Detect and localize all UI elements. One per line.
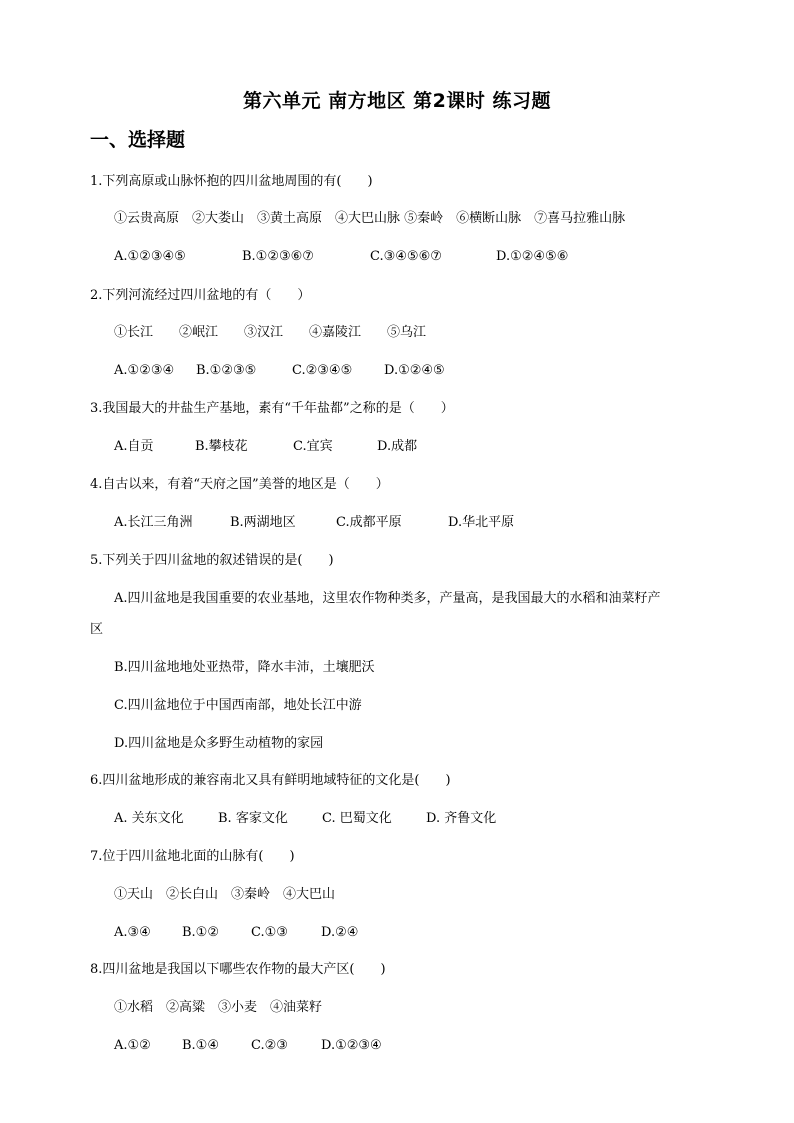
question-8-stem: 8.四川盆地是我国以下哪些农作物的最大产区( ) <box>90 962 386 977</box>
question-1-options <box>114 248 568 266</box>
option-b: B.攀枝花 <box>195 439 248 454</box>
question-6-options <box>114 810 496 828</box>
option-c: C.②③④⑤ <box>292 363 353 378</box>
option-b: B.①②③⑤ <box>196 363 257 378</box>
option-c: C. 巴蜀文化 <box>322 811 392 826</box>
question-2-options <box>114 362 445 380</box>
question-5-option-d: D.四川盆地是众多野生动植物的家园 <box>114 736 324 751</box>
question-5-option-a: A.四川盆地是我国重要的农业基地，这里农作物种类多，产量高，是我国最大的水稻和油菜籽产 <box>114 591 661 606</box>
option-c: C.③④⑤⑥⑦ <box>370 249 442 264</box>
question-6-stem: 6.四川盆地形成的兼容南北又具有鲜明地域特征的文化是( ) <box>90 773 451 788</box>
option-b: B.①②③⑥⑦ <box>242 249 314 264</box>
option-b: B.①② <box>182 925 219 940</box>
question-7-options <box>114 924 358 942</box>
option-d: D.①②③④ <box>321 1038 382 1053</box>
question-3-stem: 3.我国最大的井盐生产基地，素有“千年盐都”之称的是（ ） <box>90 401 454 416</box>
option-d: D.②④ <box>321 925 359 940</box>
option-b: B.两湖地区 <box>230 515 296 530</box>
question-2-items: ①长江 ②岷江 ③汉江 ④嘉陵江 ⑤乌江 <box>114 325 427 340</box>
page-title: 第六单元 南方地区 第2课时 练习题 <box>242 90 552 112</box>
option-c: C.成都平原 <box>336 515 402 530</box>
option-a: A.①② <box>114 1038 151 1053</box>
question-7-items: ①天山 ②长白山 ③秦岭 ④大巴山 <box>114 887 336 902</box>
option-d: D.①②④⑤ <box>384 363 445 378</box>
option-b: B.①④ <box>182 1038 219 1053</box>
option-a: A. 关东文化 <box>114 811 184 826</box>
question-7-stem: 7.位于四川盆地北面的山脉有( ) <box>90 849 295 864</box>
question-3-options <box>114 438 417 456</box>
question-8-options <box>114 1037 382 1055</box>
option-d: D.成都 <box>377 439 418 454</box>
question-5-option-a-continued: 区 <box>90 622 104 637</box>
option-a: A.①②③④⑤ <box>114 249 186 264</box>
option-c: C.①③ <box>251 925 288 940</box>
question-5-option-c: C.四川盆地位于中国西南部，地处长江中游 <box>114 698 362 713</box>
question-5-option-b: B.四川盆地地处亚热带，降水丰沛，土壤肥沃 <box>114 660 375 675</box>
question-4-options <box>114 514 514 532</box>
option-a: A.①②③④ <box>114 363 175 378</box>
option-b: B. 客家文化 <box>218 811 288 826</box>
option-d: D. 齐鲁文化 <box>426 811 497 826</box>
option-d: D.①②④⑤⑥ <box>496 249 569 264</box>
question-4-stem: 4.自古以来，有着“天府之国”美誉的地区是（ ） <box>90 477 389 492</box>
option-d: D.华北平原 <box>448 515 515 530</box>
option-a: A.长江三角洲 <box>114 515 193 530</box>
section-heading: 一、选择题 <box>90 129 186 151</box>
option-a: A.③④ <box>114 925 151 940</box>
option-a: A.自贡 <box>114 439 154 454</box>
question-1-items: ①云贵高原 ②大娄山 ③黄土高原 ④大巴山脉 ⑤秦岭 ⑥横断山脉 ⑦喜马拉雅山脉 <box>114 211 626 226</box>
question-1-stem: 1.下列高原或山脉怀抱的四川盆地周围的有( ) <box>90 174 373 189</box>
option-c: C.宜宾 <box>293 439 333 454</box>
question-8-items: ①水稻 ②高粱 ③小麦 ④油菜籽 <box>114 1000 323 1015</box>
question-2-stem: 2.下列河流经过四川盆地的有（ ） <box>90 288 311 303</box>
question-5-stem: 5.下列关于四川盆地的叙述错误的是( ) <box>90 553 334 568</box>
option-c: C.②③ <box>251 1038 288 1053</box>
